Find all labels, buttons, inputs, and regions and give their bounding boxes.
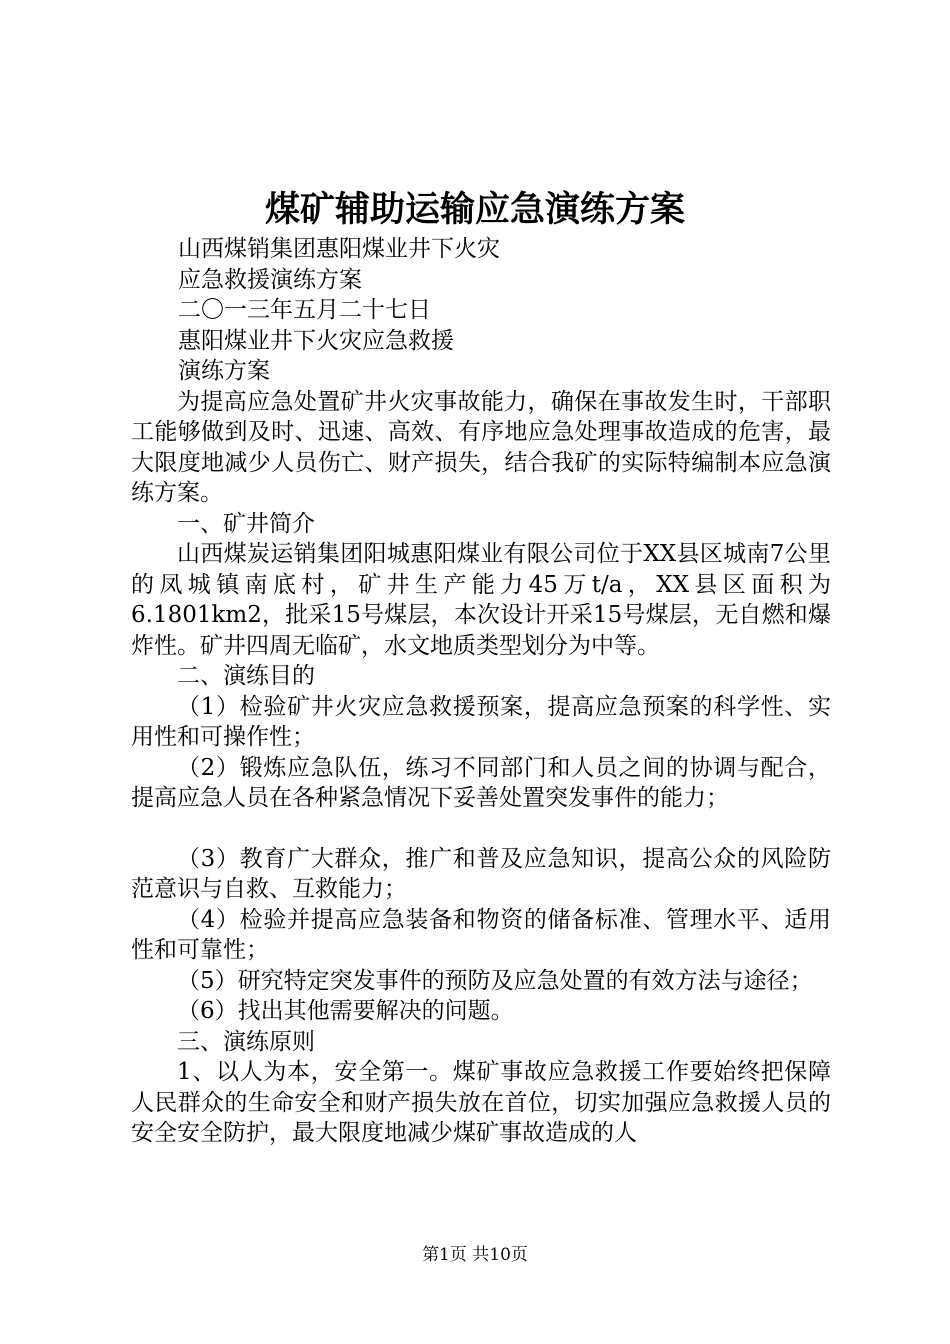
list-item: （5）研究特定突发事件的预防及应急处置的有效方法与途径；: [177, 967, 813, 994]
section-heading: 二、演练目的: [177, 663, 315, 689]
subtitle-line: 应急救援演练方案: [178, 266, 362, 293]
date-line: 二〇一三年五月二十七日: [178, 297, 431, 323]
list-item: （6）找出其他需要解决的问题。: [177, 998, 514, 1024]
paragraph: 1、以人为本，安全第一。煤矿事故应急救援工作要始终把保障人民群众的生命安全和财产损失放在首位，切实加强应急救援人员的安全安全防护，最大限度地减少煤矿事故造成的人: [131, 1059, 831, 1146]
list-item: （1）检验矿井火灾应急救援预案，提高应急预案的科学性、实用性和可操作性；: [131, 693, 831, 750]
section-heading: 三、演练原则: [177, 1028, 315, 1055]
blank-line: [131, 814, 831, 844]
list-item: （3）教育广大群众，推广和普及应急知识，提高公众的风险防范意识与自救、互救能力；: [131, 845, 831, 902]
page-footer: 第1页 共10页: [422, 1245, 528, 1265]
paragraph: 山西煤炭运销集团阳城惠阳煤业有限公司位于XX县区城南7公里的凤城镇南底村，矿井生产能力45万t/a，XX县区面积为6.1801km2，批采15号煤层，本次设计开采15号煤层，无自燃和爆炸性。矿井四周无临矿，水文地质类型划分为中等。: [131, 541, 831, 659]
subtitle-line: 演练方案: [178, 358, 270, 384]
section-heading: 一、矿井简介: [177, 510, 315, 537]
paragraph: 为提高应急处置矿井火灾事故能力，确保在事故发生时，干部职工能够做到及时、迅速、高效、有序地应急处理事故造成的危害，最大限度地减少人员伤亡、财产损失，结合我矿的实际特编制本应急演练方案。: [131, 388, 831, 506]
list-item: （2）锻炼应急队伍，练习不同部门和人员之间的协调与配合，提高应急人员在各种紧急情况下妥善处置突发事件的能力；: [131, 754, 831, 811]
document-body: [131, 234, 831, 1149]
subtitle-line: 山西煤销集团惠阳煤业井下火灾: [178, 236, 500, 262]
subtitle-line: 惠阳煤业井下火灾应急救援: [178, 327, 454, 354]
list-item: （4）检验并提高应急装备和物资的储备标准、管理水平、适用性和可靠性；: [131, 906, 831, 963]
document-title: 煤矿辅助运输应急演练方案: [264, 189, 685, 230]
